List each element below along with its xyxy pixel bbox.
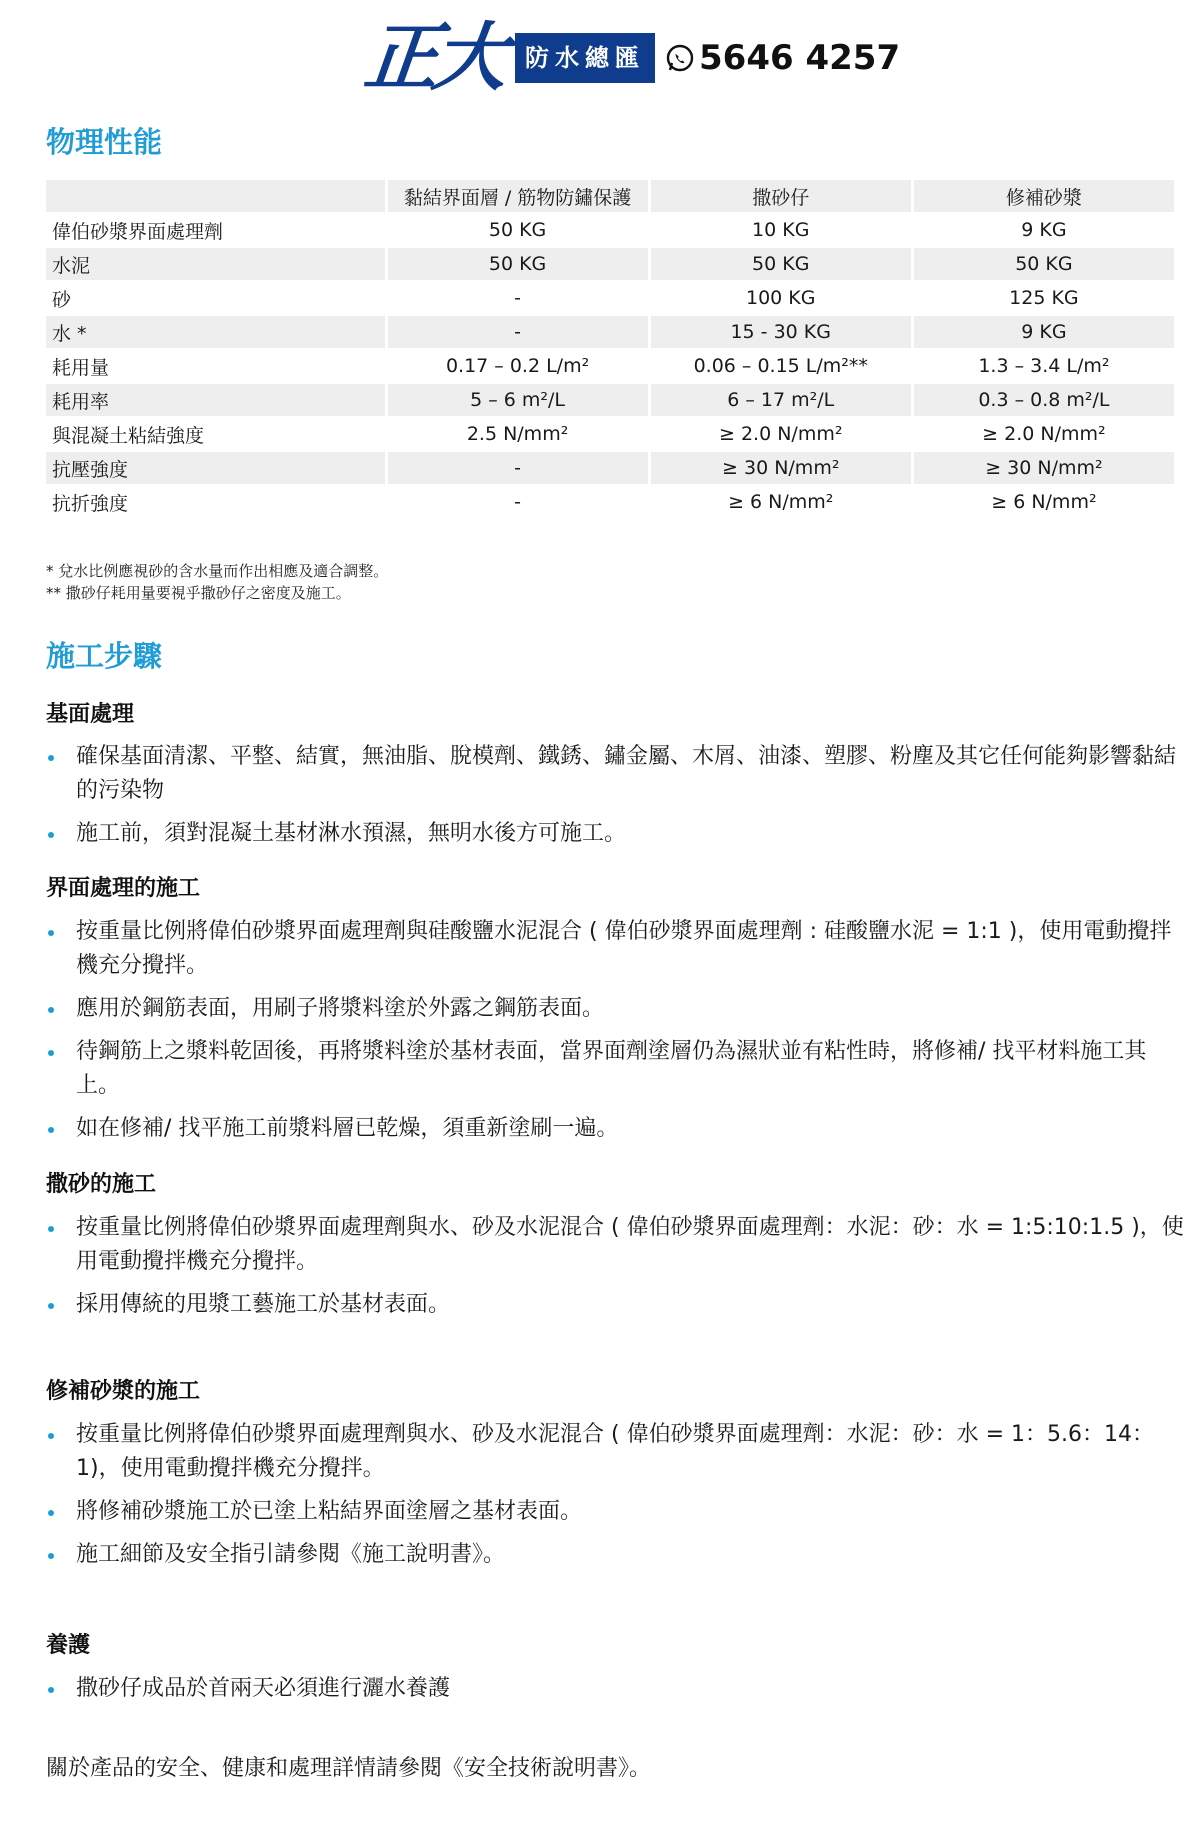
footnote-water: * 兌水比例應視砂的含水量而作出相應及適合調整。 — [46, 562, 389, 580]
footnote-sand-spray: ** 撒砂仔耗用量要視乎撒砂仔之密度及施工。 — [46, 584, 351, 602]
list-item: 按重量比例將偉伯砂漿界面處理劑與水、砂及水泥混合 ( 偉伯砂漿界面處理劑：水泥：砂：水 = 1:5:10:1.5 )，使用電動攪拌機充分攪拌。 — [46, 1211, 1186, 1279]
bullet-list — [46, 915, 1186, 1155]
construction-steps-title: 施工步驟 — [46, 639, 163, 673]
brand-logo-text: 正大 — [360, 15, 506, 101]
table-row — [46, 248, 1174, 280]
bullet-list — [46, 1418, 1186, 1581]
table-cell: 125 KG — [1009, 287, 1079, 309]
table-cell: 1.3 – 3.4 L/m² — [978, 355, 1110, 377]
list-item: 撒砂仔成品於首兩天必須進行灑水養護 — [46, 1672, 1186, 1706]
list-item: 採用傳統的甩漿工藝施工於基材表面。 — [46, 1288, 1186, 1322]
table-cell: 0.17 – 0.2 L/m² — [445, 355, 590, 377]
table-cell: 50 KG — [488, 219, 547, 241]
table-cell: ≥ 30 N/mm² — [651, 452, 911, 484]
list-item: 施工前，須對混凝土基材淋水預濕，無明水後方可施工。 — [46, 817, 1186, 851]
subsection-heading: 基面處理 — [46, 702, 135, 727]
table-cell: - — [514, 491, 521, 513]
table-cell: 50 KG — [388, 248, 648, 280]
table-header-repair-mortar: 修補砂漿 — [914, 180, 1174, 212]
table-cell: 0.3 – 0.8 m²/L — [914, 384, 1174, 416]
table-row — [46, 452, 1174, 484]
table-cell: 50 KG — [914, 248, 1174, 280]
table-header-row — [46, 180, 1174, 212]
list-item: 將修補砂漿施工於已塗上粘結界面塗層之基材表面。 — [46, 1495, 1186, 1529]
table-row — [46, 418, 1174, 450]
table-cell: ≥ 30 N/mm² — [914, 452, 1174, 484]
table-cell: 2.5 N/mm² — [466, 423, 569, 445]
table-cell: - — [388, 316, 648, 348]
table-cell: 100 KG — [745, 287, 816, 309]
table-cell: - — [388, 452, 648, 484]
list-item: 按重量比例將偉伯砂漿界面處理劑與水、砂及水泥混合 ( 偉伯砂漿界面處理劑：水泥：砂：水 = 1：5.6：14：1)，使用電動攪拌機充分攪拌。 — [46, 1418, 1186, 1486]
subsection-heading: 撒砂的施工 — [46, 1172, 157, 1197]
table-cell: 9 KG — [914, 316, 1174, 348]
table-cell: 10 KG — [752, 219, 810, 241]
table-header-bond-layer: 黏結界面層 / 筋物防鏽保護 — [388, 180, 648, 212]
row-label: 砂 — [52, 288, 72, 311]
table-cell: 15 - 30 KG — [651, 316, 911, 348]
list-item: 確保基面清潔、平整、結實，無油脂、脫模劑、鐵銹、鏽金屬、木屑、油漆、塑膠、粉塵及其它任何能夠影響黏結的污染物 — [46, 740, 1186, 808]
phone-contact[interactable] — [665, 38, 900, 78]
list-item: 應用於鋼筋表面，用刷子將漿料塗於外露之鋼筋表面。 — [46, 992, 1186, 1026]
row-label: 耗用率 — [46, 384, 385, 416]
brand-tagline-box: 防水總匯 — [515, 33, 655, 83]
whatsapp-icon — [665, 43, 695, 73]
subsection-heading: 養護 — [46, 1633, 91, 1658]
bullet-list — [46, 1211, 1186, 1331]
safety-reference-note: 關於產品的安全、健康和處理詳情請參閱《安全技術說明書》。 — [46, 1756, 652, 1781]
phone-number: 5646 4257 — [699, 38, 901, 78]
row-label: 水泥 — [46, 248, 385, 280]
list-item: 如在修補/ 找平施工前漿料層已乾燥，須重新塗刷一遍。 — [46, 1112, 1186, 1146]
table-cell: ≥ 6 N/mm² — [991, 491, 1097, 513]
subsection-heading: 修補砂漿的施工 — [46, 1379, 201, 1404]
header-logo — [360, 15, 901, 101]
table-row — [46, 316, 1174, 348]
row-label: 與混凝土粘結強度 — [52, 424, 205, 447]
table-cell: 9 KG — [1021, 219, 1067, 241]
subsection-heading: 界面處理的施工 — [46, 876, 201, 901]
table-cell: 6 – 17 m²/L — [651, 384, 911, 416]
row-label: 水 * — [46, 316, 385, 348]
table-cell: 5 – 6 m²/L — [388, 384, 648, 416]
table-row — [46, 282, 1174, 314]
row-label: 偉伯砂漿界面處理劑 — [52, 220, 224, 243]
physical-properties-table — [43, 178, 1177, 520]
table-cell: 0.06 – 0.15 L/m²** — [693, 355, 868, 377]
table-cell: 50 KG — [651, 248, 911, 280]
table-row — [46, 486, 1174, 518]
row-label: 抗壓強度 — [46, 452, 385, 484]
bullet-list — [46, 740, 1186, 860]
table-row — [46, 350, 1174, 382]
row-label: 耗用量 — [52, 356, 110, 379]
table-row — [46, 214, 1174, 246]
list-item: 施工細節及安全指引請參閱《施工說明書》。 — [46, 1538, 1186, 1572]
table-row — [46, 384, 1174, 416]
table-header-sand-spray: 撒砂仔 — [651, 180, 911, 212]
table-cell: ≥ 2.0 N/mm² — [719, 423, 843, 445]
list-item: 待鋼筋上之漿料乾固後，再將漿料塗於基材表面，當界面劑塗層仍為濕狀並有粘性時，將修補/ 找平材料施工其上。 — [46, 1035, 1186, 1103]
physical-properties-title: 物理性能 — [46, 125, 163, 159]
table-cell: - — [514, 287, 521, 309]
row-label: 抗折強度 — [52, 492, 129, 515]
table-header-corner — [46, 180, 385, 212]
table-cell: ≥ 6 N/mm² — [728, 491, 834, 513]
list-item: 按重量比例將偉伯砂漿界面處理劑與硅酸鹽水泥混合 ( 偉伯砂漿界面處理劑 : 硅酸鹽水泥 = 1:1 )，使用電動攪拌機充分攪拌。 — [46, 915, 1186, 983]
table-cell: ≥ 2.0 N/mm² — [982, 423, 1106, 445]
bullet-list — [46, 1672, 1186, 1715]
